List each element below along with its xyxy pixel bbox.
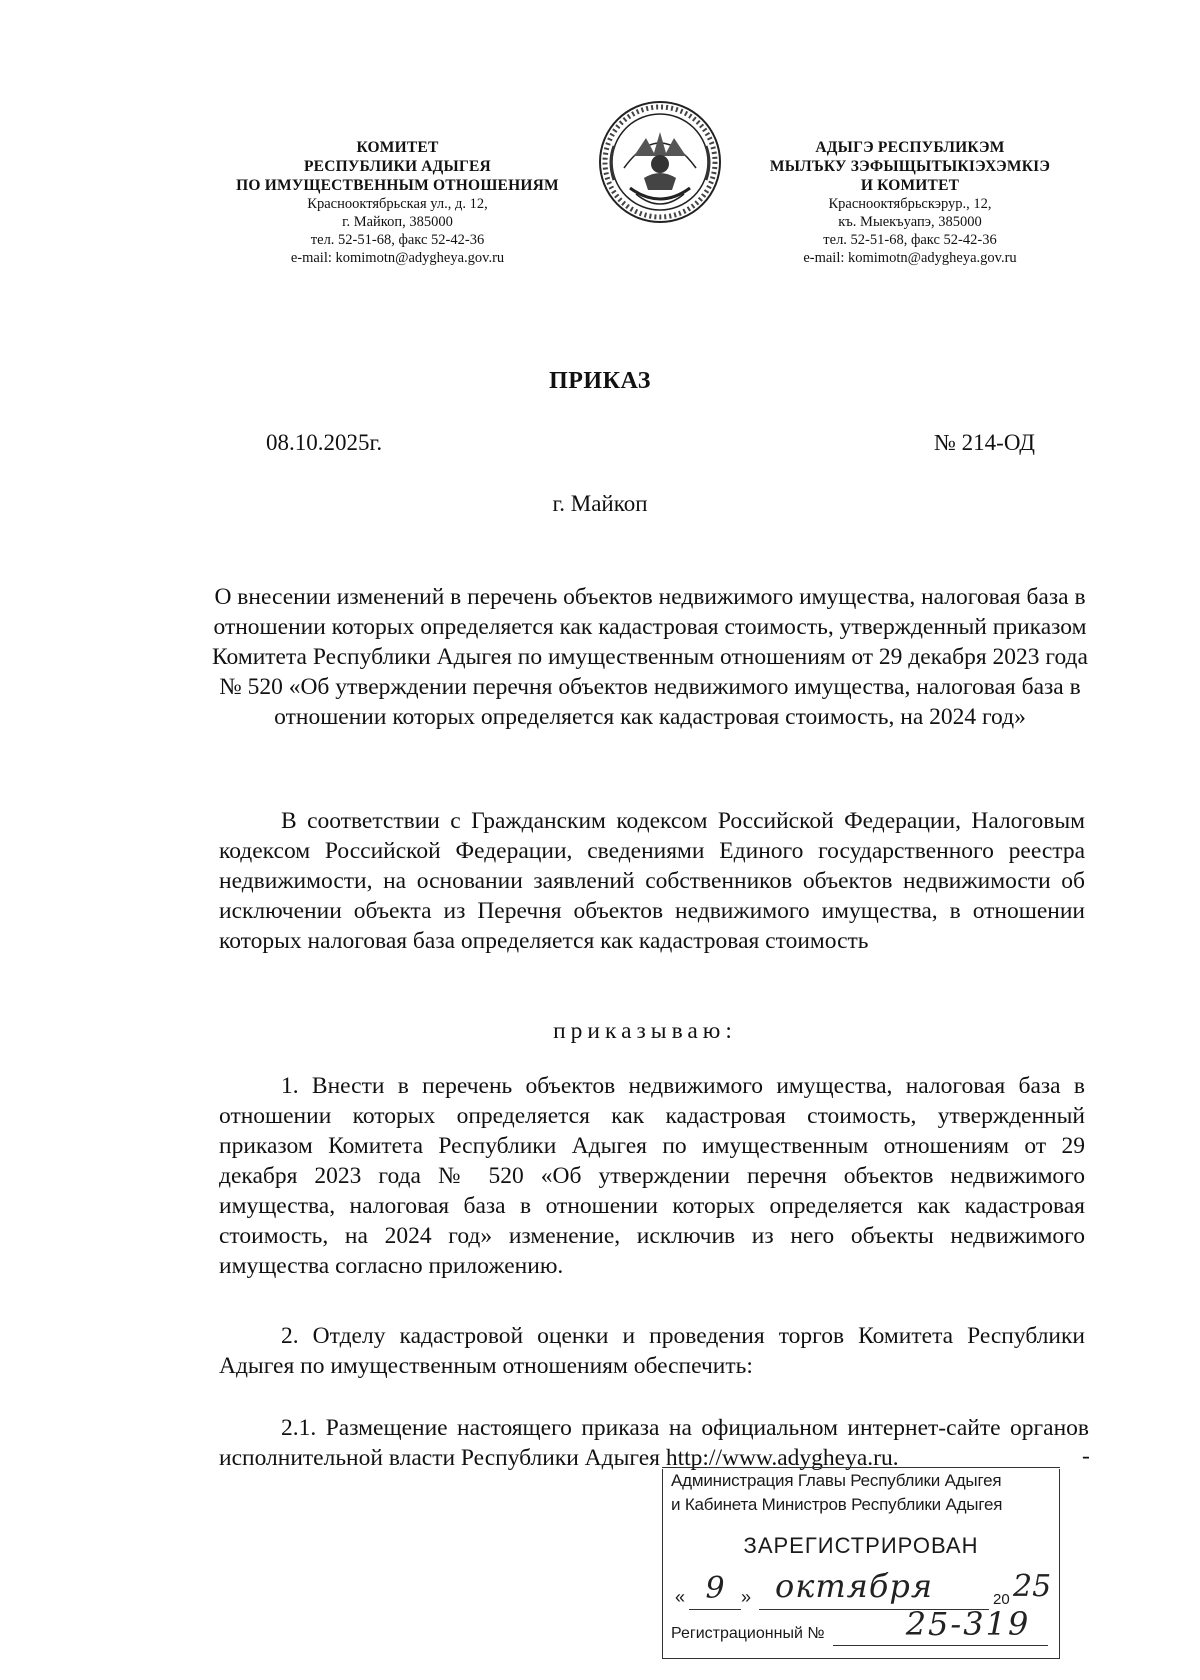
- letterhead-right-address-line: Краснооктябрьскэрур., 12,: [828, 196, 992, 212]
- preamble-paragraph: В соответствии с Гражданским кодексом Российской Федерации, Налоговым кодексом Российской Федерации, сведениями Единого государственного реестра недвижимости, на основании заявлений собственников объектов недвижимости об исключении объекта из Перечня объектов недвижимого имущества, в отношении которых налоговая база определяется как кадастровая стоимость: [219, 808, 1085, 954]
- letterhead-left-address-line: тел. 52-51-68, факс 52-42-36: [310, 232, 485, 248]
- document-title: ПРИКАЗ: [549, 368, 651, 394]
- document-number: № 214-ОД: [933, 430, 1035, 455]
- stamp-quote-close: »: [741, 1587, 752, 1607]
- letterhead-right: [760, 138, 1060, 267]
- document-date: 08.10.2025г.: [266, 430, 383, 455]
- item-2-paragraph: 2. Отделу кадастровой оценки и проведения торгов Комитета Республики Адыгея по имущественным отношениям обеспечить:: [219, 1323, 1085, 1379]
- item-1-paragraph: 1. Внести в перечень объектов недвижимого имущества, налоговая база в отношении которых определяется как кадастровая стоимость, утвержденный приказом Комитета Республики Адыгея по имущественным отношениям от 29 декабря 2023 года № 520 «Об утверждении перечня объектов недвижимого имущества, налоговая база в отношении которых определяется как кадастровая стоимость, на 2024 год» изменение, исключив из него объекты недвижимого имущества согласно приложению.: [219, 1073, 1085, 1279]
- document-city: г. Майкоп: [552, 491, 648, 516]
- item-2-1-dash: -: [1082, 1443, 1090, 1469]
- stamp-handwritten-month: октября: [774, 1567, 934, 1605]
- order-word: приказываю:: [553, 1018, 737, 1044]
- letterhead-right-email: e-mail: komimotn@adygheya.gov.ru: [803, 250, 1017, 266]
- letterhead-left-org-line: ПО ИМУЩЕСТВЕННЫМ ОТНОШЕНИЯМ: [236, 177, 559, 194]
- letterhead-left-org-line: РЕСПУБЛИКИ АДЫГЕЯ: [304, 158, 491, 175]
- stamp-handwritten-year: 25: [1013, 1569, 1052, 1604]
- item-2-1-paragraph: 2.1. Размещение настоящего приказа на официальном интернет-сайте органов исполнительной власти Республики Адыгея http://www.adygheya.ru.: [219, 1415, 1089, 1471]
- letterhead-left-org-line: КОМИТЕТ: [356, 139, 439, 156]
- stamp-authority-line-2: и Кабинета Министров Республики Адыгея: [671, 1495, 1003, 1514]
- document-subject: О внесении изменений в перечень объектов недвижимого имущества, налоговая база в отношении которых определяется как кадастровая стоимость, утвержденный приказом Комитета Республики Адыгея по имущественным отношениям от 29 декабря 2023 года № 520 «Об утверждении перечня объектов недвижимого имущества, налоговая база в отношении которых определяется как кадастровая стоимость, на 2024 год»: [212, 584, 1088, 730]
- stamp-year-prefix: 20: [993, 1591, 1010, 1608]
- stamp-authority-line-1: Администрация Главы Республики Адыгея: [671, 1471, 1002, 1490]
- stamp-quote-open: «: [675, 1587, 686, 1607]
- stamp-top-border: [662, 1467, 1060, 1468]
- letterhead-right-org-line: АДЫГЭ РЕСПУБЛИКЭМ: [815, 139, 1005, 156]
- stamp-reg-label: Регистрационный №: [671, 1625, 825, 1642]
- adygea-coat-of-arms-icon: [594, 98, 726, 226]
- registration-stamp: [662, 1469, 1060, 1659]
- stamp-status: ЗАРЕГИСТРИРОВАН: [743, 1533, 979, 1558]
- letterhead-right-address-line: тел. 52-51-68, факс 52-42-36: [823, 232, 997, 248]
- letterhead-left-address-line: г. Майкоп, 385000: [342, 214, 453, 230]
- letterhead-left-address-line: Краснооктябрьская ул., д. 12,: [307, 196, 488, 212]
- letterhead-left-email: e-mail: komimotn@adygheya.gov.ru: [290, 250, 505, 266]
- stamp-reg-underline: [833, 1645, 1048, 1646]
- letterhead-left: [205, 138, 590, 267]
- letterhead-right-org-line: И КОМИТЕТ: [860, 177, 960, 194]
- stamp-day-underline: [689, 1609, 741, 1610]
- letterhead-right-org-line: МЫЛЪКУ ЗЭФЫЩЫТЫКIЭХЭМКIЭ: [769, 158, 1051, 175]
- stamp-handwritten-reg-number: 25-319: [905, 1605, 1031, 1643]
- letterhead-right-address-line: къ. Мыекъуапэ, 385000: [838, 214, 982, 230]
- stamp-handwritten-day: 9: [705, 1571, 725, 1606]
